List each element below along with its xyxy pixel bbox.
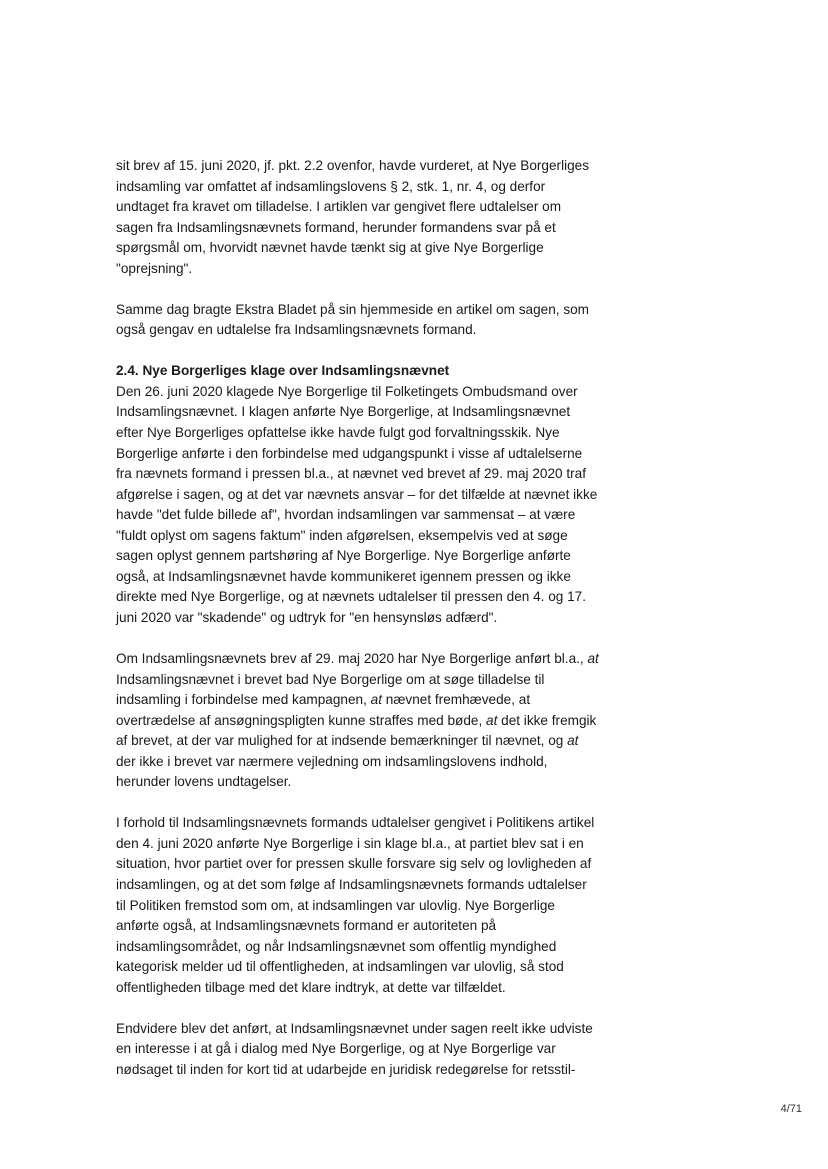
text-span: Om Indsamlingsnævnets brev af 29. maj 2020 har Nye Borgerlige anført bl.a.,	[116, 650, 584, 666]
paragraph: sit brev af 15. juni 2020, jf. pkt. 2.2 ovenfor, havde vurderet, at Nye Borgerliges indsamling var omfattet af indsamlingslovens § 2, stk. 1, nr. 4, og derfor undtaget fra kravet om tilladelse. I artiklen var gengivet flere udtalelser om sagen fra Indsamlingsnævnets formand, herunder formandens svar på et spørgsmål om, hvorvidt nævnet havde tænkt sig at give Nye Borgerlige "oprejsning".	[116, 158, 590, 276]
emphasis-at: at	[486, 712, 498, 728]
paragraph: Endvidere blev det anført, at Indsamlingsnævnet under sagen reelt ikke udviste en interesse i at gå i dialog med Nye Borgerlige, og at Nye Borgerlige var nødsaget til inden for kort tid at udarbejde en juridisk redegørelse for retsstil-	[116, 1020, 593, 1077]
page-number: 4/71	[780, 1103, 802, 1115]
text-span: der ikke i brevet var nærmere vejledning om indsamlingslovens indhold, herunder lovens undtagelser.	[116, 753, 548, 790]
emphasis-at: at	[567, 733, 579, 749]
paragraph: Samme dag bragte Ekstra Bladet på sin hjemmeside en artikel om sagen, som også gengav en udtalelse fra Indsamlingsnævnets formand.	[116, 301, 589, 338]
document-body	[116, 156, 600, 1080]
paragraph	[116, 649, 600, 793]
section-heading: 2.4. Nye Borgerliges klage over Indsamlingsnævnet	[116, 363, 450, 379]
text-span: nævnet fremhævede, at overtrædelse af ansøgningspligten kunne straffes med bøde,	[116, 692, 531, 728]
emphasis-at: at	[587, 650, 599, 666]
paragraph: Den 26. juni 2020 klagede Nye Borgerlige til Folketingets Ombudsmand over Indsamlingsnævnet. I klagen anførte Nye Borgerlige, at Indsamlingsnævnet efter Nye Borgerliges opfattelse ikke havde fulgt god forvaltningsskik. Nye Borgerlige anførte i den forbindelse med udgangspunkt i visse af udtalelserne fra nævnets formand i pressen bl.a., at nævnet ved brevet af 29. maj 2020 traf afgørelse i sagen, og at det var nævnets ansvar – for det tilfælde at nævnet ikke havde "det fulde billede af", hvordan indsamlingen var sammensat – at være "fuldt oplyst om sagens faktum" inden afgørelsen, eksempelvis ved at søge sagen oplyst gennem partshøring af Nye Borgerlige. Nye Borgerlige anførte også, at Indsamlingsnævnet havde kommunikeret igennem pressen og ikke direkte med Nye Borgerlige, og at nævnets udtalelser til pressen den 4. og 17. juni 2020 var "skadende" og udtryk for "en hensynsløs adfærd".	[116, 383, 598, 625]
text-span: Indsamlingsnævnet i brevet bad Nye Borgerlige om at søge tilladelse til indsamling i forbindelse med kampagnen,	[116, 671, 545, 708]
text-span: det ikke fremgik af brevet, at der var mulighed for at indsende bemærkninger til nævnet, og	[116, 712, 597, 749]
emphasis-at: at	[370, 692, 382, 708]
paragraph: I forhold til Indsamlingsnævnets formands udtalelser gengivet i Politikens artikel den 4. juni 2020 anførte Nye Borgerlige i sin klage bl.a., at partiet blev sat i en situation, hvor partiet over for pressen skulle forsvare sig selv og lovligheden af indsamlingen, og at det som følge af Indsamlingsnævnets formands udtalelser til Politiken fremstod som om, at indsamlingen var ulovlig. Nye Borgerlige anførte også, at Indsamlingsnævnets formand er autoriteten på indsamlingsområdet, og når Indsamlingsnævnet som offentlig myndighed kategorisk melder ud til offentligheden, at indsamlingen var ulovlig, så stod offentligheden tilbage med det klare indtryk, at dette var tilfældet.	[116, 815, 595, 995]
